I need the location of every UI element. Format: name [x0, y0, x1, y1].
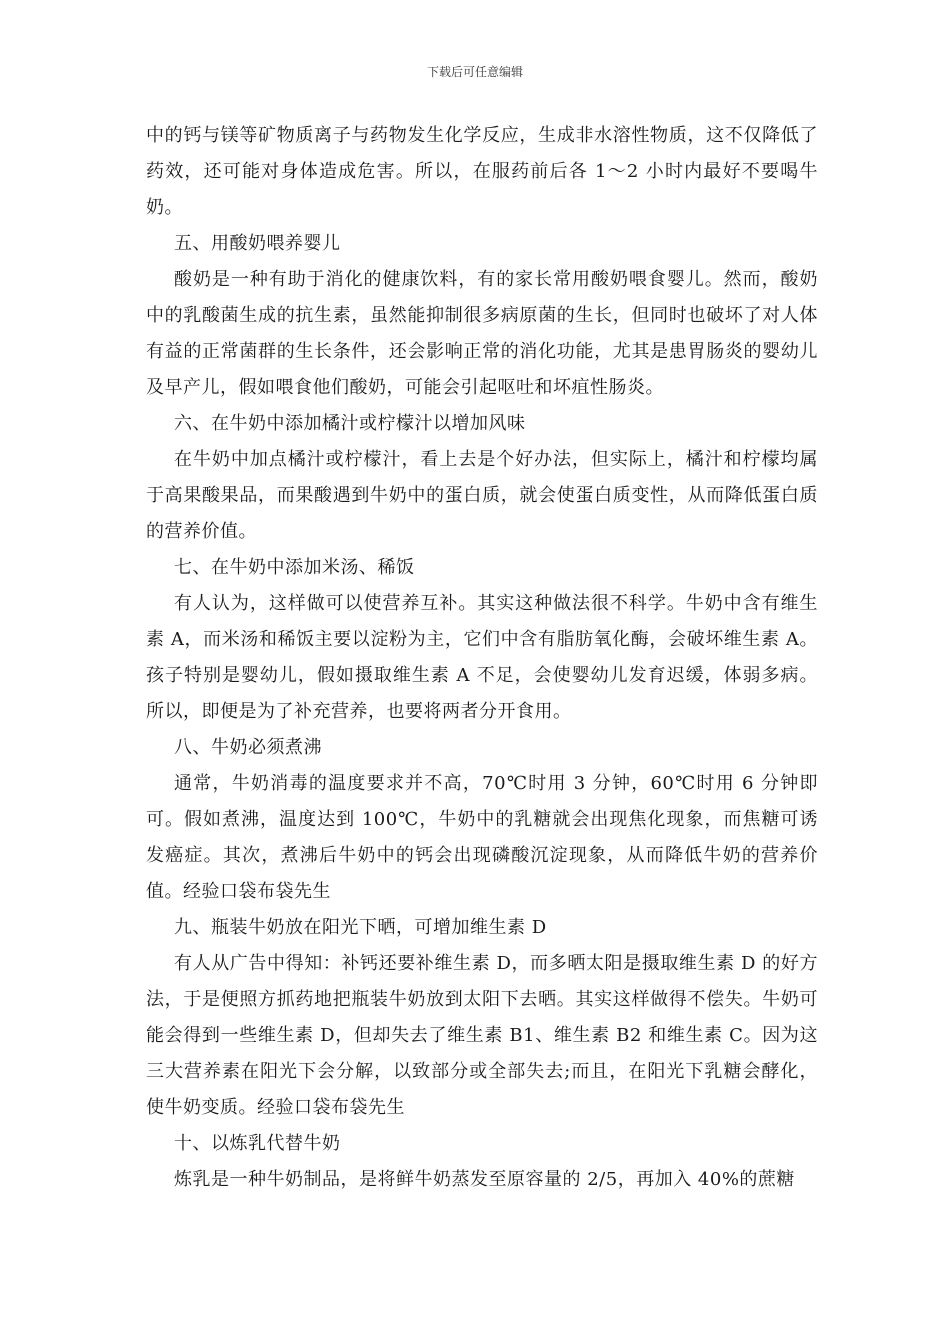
page-header: 下载后可任意编辑	[426, 65, 523, 79]
paragraph-citrus-juice: 在牛奶中加点橘汁或柠檬汁，看上去是个好办法，但实际上，橘汁和柠檬均属于高果酸果品，而果酸遇到牛奶中的蛋白质，就会使蛋白质变性，从而降低蛋白质的营养价值。	[146, 449, 818, 542]
paragraph-rice-soup: 有人认为，这样做可以使营养互补。其实这种做法很不科学。牛奶中含有维生素 A，而米汤和稀饭主要以淀粉为主，它们中含有脂肪氧化酶，会破坏维生素 A。孩子特别是婴幼儿，假如摄取维生素 A 不足，会使婴幼儿发育迟缓，体弱多病。所以，即便是为了补充营养，也要将两者分开食用。	[146, 593, 818, 722]
section-heading-8: 八、牛奶必须煮沸	[174, 737, 322, 758]
document-body	[146, 118, 818, 1198]
paragraph-condensed-milk: 炼乳是一种牛奶制品，是将鲜牛奶蒸发至原容量的 2/5，再加入 40%的蔗糖	[174, 1169, 795, 1190]
paragraph-continuation: 中的钙与镁等矿物质离子与药物发生化学反应，生成非水溶性物质，这不仅降低了药效，还可能对身体造成危害。所以，在服药前后各 1～2 小时内最好不要喝牛奶。	[146, 125, 818, 218]
paragraph-yogurt-infants: 酸奶是一种有助于消化的健康饮料，有的家长常用酸奶喂食婴儿。然而，酸奶中的乳酸菌生成的抗生素，虽然能抑制很多病原菌的生长，但同时也破坏了对人体有益的正常菌群的生长条件，还会影响正常的消化功能，尤其是患胃肠炎的婴幼儿及早产儿，假如喂食他们酸奶，可能会引起呕吐和坏疽性肠炎。	[146, 269, 818, 398]
section-heading-5: 五、用酸奶喂养婴儿	[174, 233, 341, 254]
section-heading-7: 七、在牛奶中添加米汤、稀饭	[174, 557, 415, 578]
section-heading-6: 六、在牛奶中添加橘汁或柠檬汁以增加风味	[174, 413, 526, 434]
section-heading-9: 九、瓶装牛奶放在阳光下晒，可增加维生素 D	[174, 917, 547, 938]
section-heading-10: 十、以炼乳代替牛奶	[174, 1133, 341, 1154]
paragraph-sunlight-vitamin-d: 有人从广告中得知：补钙还要补维生素 D，而多晒太阳是摄取维生素 D 的好方法，于是便照方抓药地把瓶装牛奶放到太阳下去晒。其实这样做得不偿失。牛奶可能会得到一些维生素 D，但却失去了维生素 B1、维生素 B2 和维生素 C。因为这三大营养素在阳光下会分解，以致部分或全部失去;而且，在阳光下乳糖会酵化，使牛奶变质。经验口袋布袋先生	[146, 953, 818, 1118]
paragraph-boiling-milk: 通常，牛奶消毒的温度要求并不高，70℃时用 3 分钟，60℃时用 6 分钟即可。假如煮沸，温度达到 100℃，牛奶中的乳糖就会出现焦化现象，而焦糖可诱发癌症。其次，煮沸后牛奶中的钙会出现磷酸沉淀现象，从而降低牛奶的营养价值。经验口袋布袋先生	[146, 773, 818, 902]
